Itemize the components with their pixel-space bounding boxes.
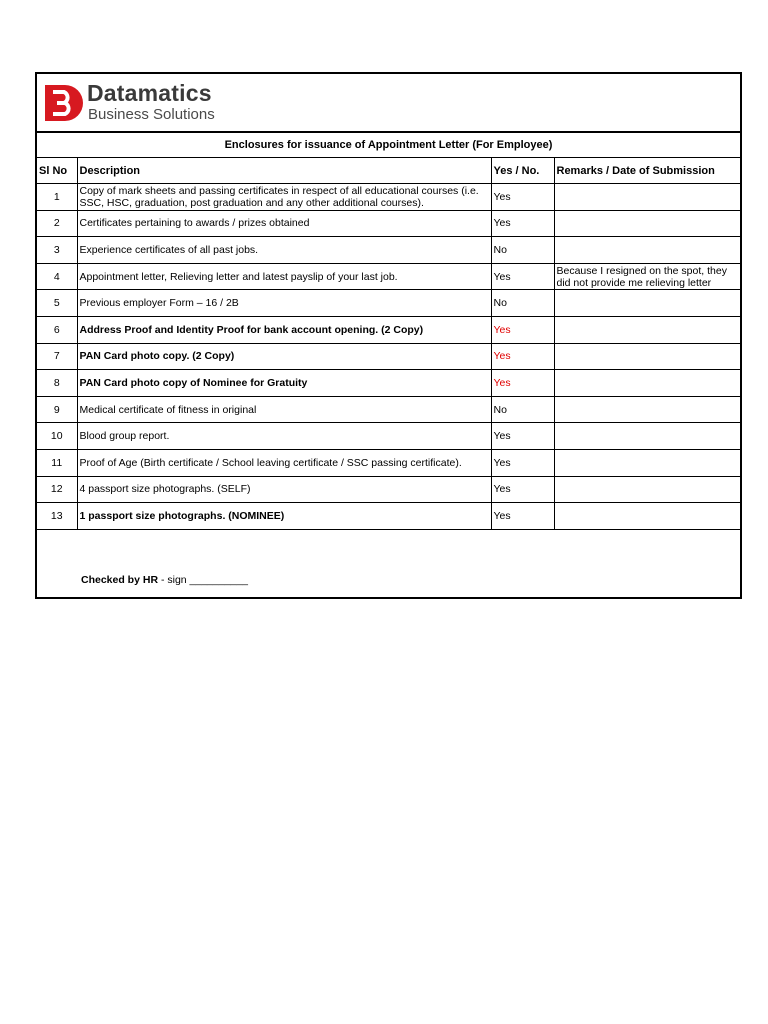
row-yesno: No	[491, 237, 554, 264]
logo-subtitle: Business Solutions	[88, 106, 215, 123]
row-slno: 7	[37, 343, 77, 370]
row-slno: 6	[37, 316, 77, 343]
sign-line: - sign __________	[158, 574, 248, 586]
row-remarks	[554, 343, 740, 370]
row-yesno: Yes	[491, 370, 554, 397]
row-yesno: Yes	[491, 184, 554, 211]
row-remarks	[554, 396, 740, 423]
row-slno: 3	[37, 237, 77, 264]
row-description: PAN Card photo copy. (2 Copy)	[77, 343, 491, 370]
row-description: 1 passport size photographs. (NOMINEE)	[77, 503, 491, 530]
row-slno: 11	[37, 449, 77, 476]
row-yesno: Yes	[491, 423, 554, 450]
table-row	[37, 423, 740, 450]
table-row	[37, 503, 740, 530]
row-slno: 8	[37, 370, 77, 397]
logo-header	[37, 74, 740, 133]
row-description: 4 passport size photographs. (SELF)	[77, 476, 491, 503]
row-description: Blood group report.	[77, 423, 491, 450]
table-row	[37, 237, 740, 264]
row-slno: 4	[37, 263, 77, 290]
row-description: Certificates pertaining to awards / prizes obtained	[77, 210, 491, 237]
row-remarks	[554, 210, 740, 237]
row-yesno: Yes	[491, 316, 554, 343]
logo-name: Datamatics	[87, 80, 212, 106]
row-remarks: Because I resigned on the spot, they did not provide me relieving letter	[554, 263, 740, 290]
row-yesno: Yes	[491, 210, 554, 237]
table-row	[37, 343, 740, 370]
row-description: Proof of Age (Birth certificate / School leaving certificate / SSC passing certificate).	[77, 449, 491, 476]
datamatics-logo-icon	[43, 83, 83, 123]
row-slno: 1	[37, 184, 77, 211]
row-remarks	[554, 184, 740, 211]
checked-by-hr	[81, 574, 248, 586]
table-row	[37, 184, 740, 211]
row-yesno: No	[491, 396, 554, 423]
row-slno: 12	[37, 476, 77, 503]
row-description: Medical certificate of fitness in original	[77, 396, 491, 423]
row-description: Copy of mark sheets and passing certificates in respect of all educational courses (i.e. SSC, HSC, graduation, post graduation and any other additional courses).	[77, 184, 491, 211]
row-slno: 10	[37, 423, 77, 450]
table-row	[37, 396, 740, 423]
row-yesno: Yes	[491, 449, 554, 476]
row-remarks	[554, 423, 740, 450]
row-description: PAN Card photo copy of Nominee for Gratuity	[77, 370, 491, 397]
row-remarks	[554, 449, 740, 476]
row-remarks	[554, 316, 740, 343]
row-remarks	[554, 503, 740, 530]
footer	[37, 532, 740, 597]
table-row	[37, 210, 740, 237]
row-slno: 5	[37, 290, 77, 317]
row-remarks	[554, 476, 740, 503]
row-description: Previous employer Form – 16 / 2B	[77, 290, 491, 317]
enclosures-table	[37, 158, 740, 530]
table-row	[37, 263, 740, 290]
row-slno: 9	[37, 396, 77, 423]
row-yesno: Yes	[491, 343, 554, 370]
row-remarks	[554, 370, 740, 397]
row-description: Experience certificates of all past jobs.	[77, 237, 491, 264]
row-yesno: Yes	[491, 263, 554, 290]
row-yesno: Yes	[491, 476, 554, 503]
row-description: Appointment letter, Relieving letter and latest payslip of your last job.	[77, 263, 491, 290]
row-remarks	[554, 290, 740, 317]
enclosures-sheet	[35, 72, 742, 599]
row-slno: 13	[37, 503, 77, 530]
header-remarks: Remarks / Date of Submission	[554, 158, 740, 184]
table-row	[37, 476, 740, 503]
row-yesno: No	[491, 290, 554, 317]
table-header-row	[37, 158, 740, 184]
row-slno: 2	[37, 210, 77, 237]
page-title: Enclosures for issuance of Appointment Letter (For Employee)	[37, 133, 740, 158]
header-slno: Sl No	[37, 158, 77, 184]
header-yesno: Yes / No.	[491, 158, 554, 184]
header-description: Description	[77, 158, 491, 184]
table-row	[37, 290, 740, 317]
checked-label: Checked by HR	[81, 574, 159, 586]
table-row	[37, 370, 740, 397]
table-row	[37, 449, 740, 476]
row-yesno: Yes	[491, 503, 554, 530]
row-remarks	[554, 237, 740, 264]
row-description: Address Proof and Identity Proof for bank account opening. (2 Copy)	[77, 316, 491, 343]
table-row	[37, 316, 740, 343]
